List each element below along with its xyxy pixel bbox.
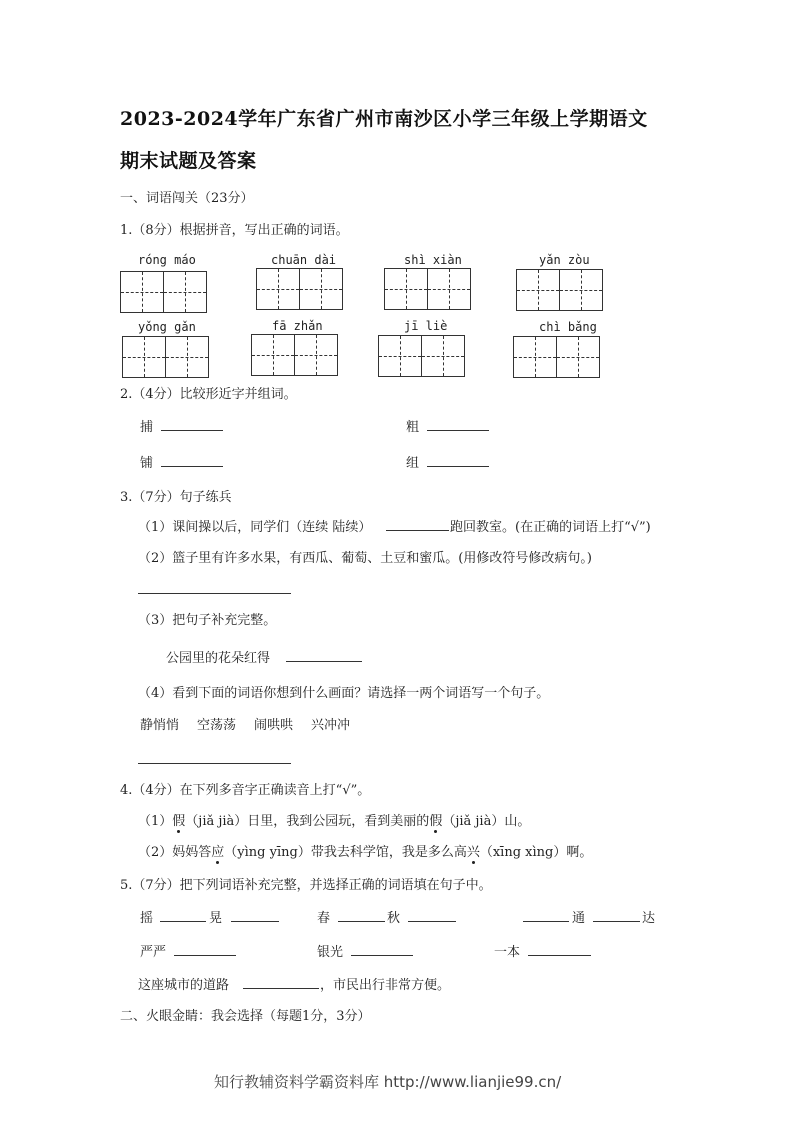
idiom-character: 银光 (317, 945, 344, 960)
pinyin-label: yǒng gǎn (138, 320, 196, 334)
tianzige-answer-box[interactable] (513, 336, 600, 378)
answer-blank[interactable] (528, 955, 591, 956)
question-3-stem: 3.（7分）句子练兵 (120, 490, 232, 505)
word-option: 闹哄哄 (254, 718, 294, 733)
answer-blank[interactable] (338, 921, 385, 922)
similar-character: 粗 (406, 420, 420, 435)
idiom-character: 达 (642, 911, 656, 926)
similar-character: 铺 (140, 456, 154, 471)
answer-blank[interactable] (160, 921, 206, 922)
tianzige-answer-box[interactable] (384, 268, 471, 310)
polyphone-character: 假 (429, 814, 443, 829)
fill-sentence-prefix: 这座城市的道路 (138, 978, 230, 993)
answer-line[interactable] (138, 763, 291, 764)
answer-blank[interactable] (174, 955, 236, 956)
pinyin-label: jī liè (404, 319, 448, 333)
polyphone-character: 假 (172, 814, 186, 829)
footer-watermark: 知行教辅资料学霸资料库 http://www.lianjie99.cn/ (214, 1073, 562, 1091)
pinyin-label: chì bǎng (539, 320, 597, 334)
answer-blank[interactable] (286, 661, 362, 662)
answer-blank[interactable] (427, 466, 489, 467)
tianzige-answer-box[interactable] (251, 334, 338, 376)
tianzige-answer-box[interactable] (122, 336, 209, 378)
tianzige-answer-box[interactable] (120, 271, 207, 313)
similar-character: 捕 (140, 420, 154, 435)
similar-character: 组 (406, 456, 420, 471)
polyphone-character: 应 (211, 845, 225, 860)
question-5-stem: 5.（7分）把下列词语补充完整，并选择正确的词语填在句子中。 (120, 878, 492, 893)
idiom-character: 通 (572, 911, 586, 926)
answer-blank[interactable] (231, 921, 279, 922)
section-1-heading: 一、词语闯关（23分） (120, 191, 254, 206)
idiom-character: 春 (317, 911, 331, 926)
word-option: 兴冲冲 (311, 718, 351, 733)
question-1-stem: 1.（8分）根据拼音，写出正确的词语。 (120, 223, 349, 238)
answer-blank[interactable] (408, 921, 456, 922)
sentence-4-instruction: （4）看到下面的词语你想到什么画面？请选择一两个词语写一个句子。 (138, 686, 550, 701)
answer-blank[interactable] (386, 530, 449, 531)
question-4-stem: 4.（4分）在下列多音字正确读音上打“√”。 (120, 783, 371, 798)
answer-blank[interactable] (351, 955, 413, 956)
answer-blank[interactable] (161, 466, 223, 467)
tianzige-answer-box[interactable] (256, 268, 343, 310)
answer-blank[interactable] (523, 921, 569, 922)
page-title-continued: 期末试题及答案 (120, 150, 257, 172)
pinyin-label: fā zhǎn (272, 319, 323, 333)
idiom-character: 一本 (494, 945, 521, 960)
word-option: 空荡荡 (197, 718, 237, 733)
word-option: 静悄悄 (140, 718, 180, 733)
polyphone-line-1: （1）假（jiǎ jià）日里，我到公园玩，看到美丽的假（jiǎ jià）山。 (138, 814, 531, 829)
tianzige-answer-box[interactable] (516, 269, 603, 311)
pinyin-label: yǎn zòu (539, 253, 590, 267)
question-2-stem: 2.（4分）比较形近字并组词。 (120, 387, 297, 402)
answer-blank[interactable] (593, 921, 640, 922)
sentence-2: （2）篮子里有许多水果，有西瓜、葡萄、土豆和蜜瓜。(用修改符号修改病句。) (138, 551, 592, 566)
answer-line[interactable] (138, 593, 291, 594)
page-title: 2023-2024学年广东省广州市南沙区小学三年级上学期语文 (120, 108, 648, 130)
sentence-1-prefix: （1）课间操以后，同学们（连续 陆续） (138, 520, 372, 535)
tianzige-answer-box[interactable] (378, 335, 465, 377)
sentence-1-suffix: 跑回教室。(在正确的词语上打“√”) (450, 520, 651, 535)
pinyin-label: shì xiàn (404, 253, 462, 267)
idiom-character: 摇 (140, 911, 154, 926)
pinyin-label: róng máo (138, 253, 196, 267)
sentence-3-instruction: （3）把句子补充完整。 (138, 613, 277, 628)
fill-sentence-suffix: ，市民出行非常方便。 (320, 978, 451, 993)
idiom-character: 秋 (387, 911, 401, 926)
idiom-character: 严严 (140, 945, 167, 960)
answer-blank[interactable] (427, 430, 489, 431)
sentence-3-text: 公园里的花朵红得 (166, 651, 271, 666)
idiom-character: 晃 (209, 911, 223, 926)
answer-blank[interactable] (161, 430, 223, 431)
pinyin-label: chuān dài (271, 253, 337, 267)
answer-blank[interactable] (243, 988, 319, 989)
polyphone-character: 兴 (466, 845, 480, 860)
section-2-heading: 二、火眼金睛：我会选择（每题1分，3分） (120, 1009, 371, 1024)
polyphone-line-2: （2）妈妈答应（yìng yīng）带我去科学馆，我是多么高兴（xīng xìng）啊。 (138, 845, 593, 860)
